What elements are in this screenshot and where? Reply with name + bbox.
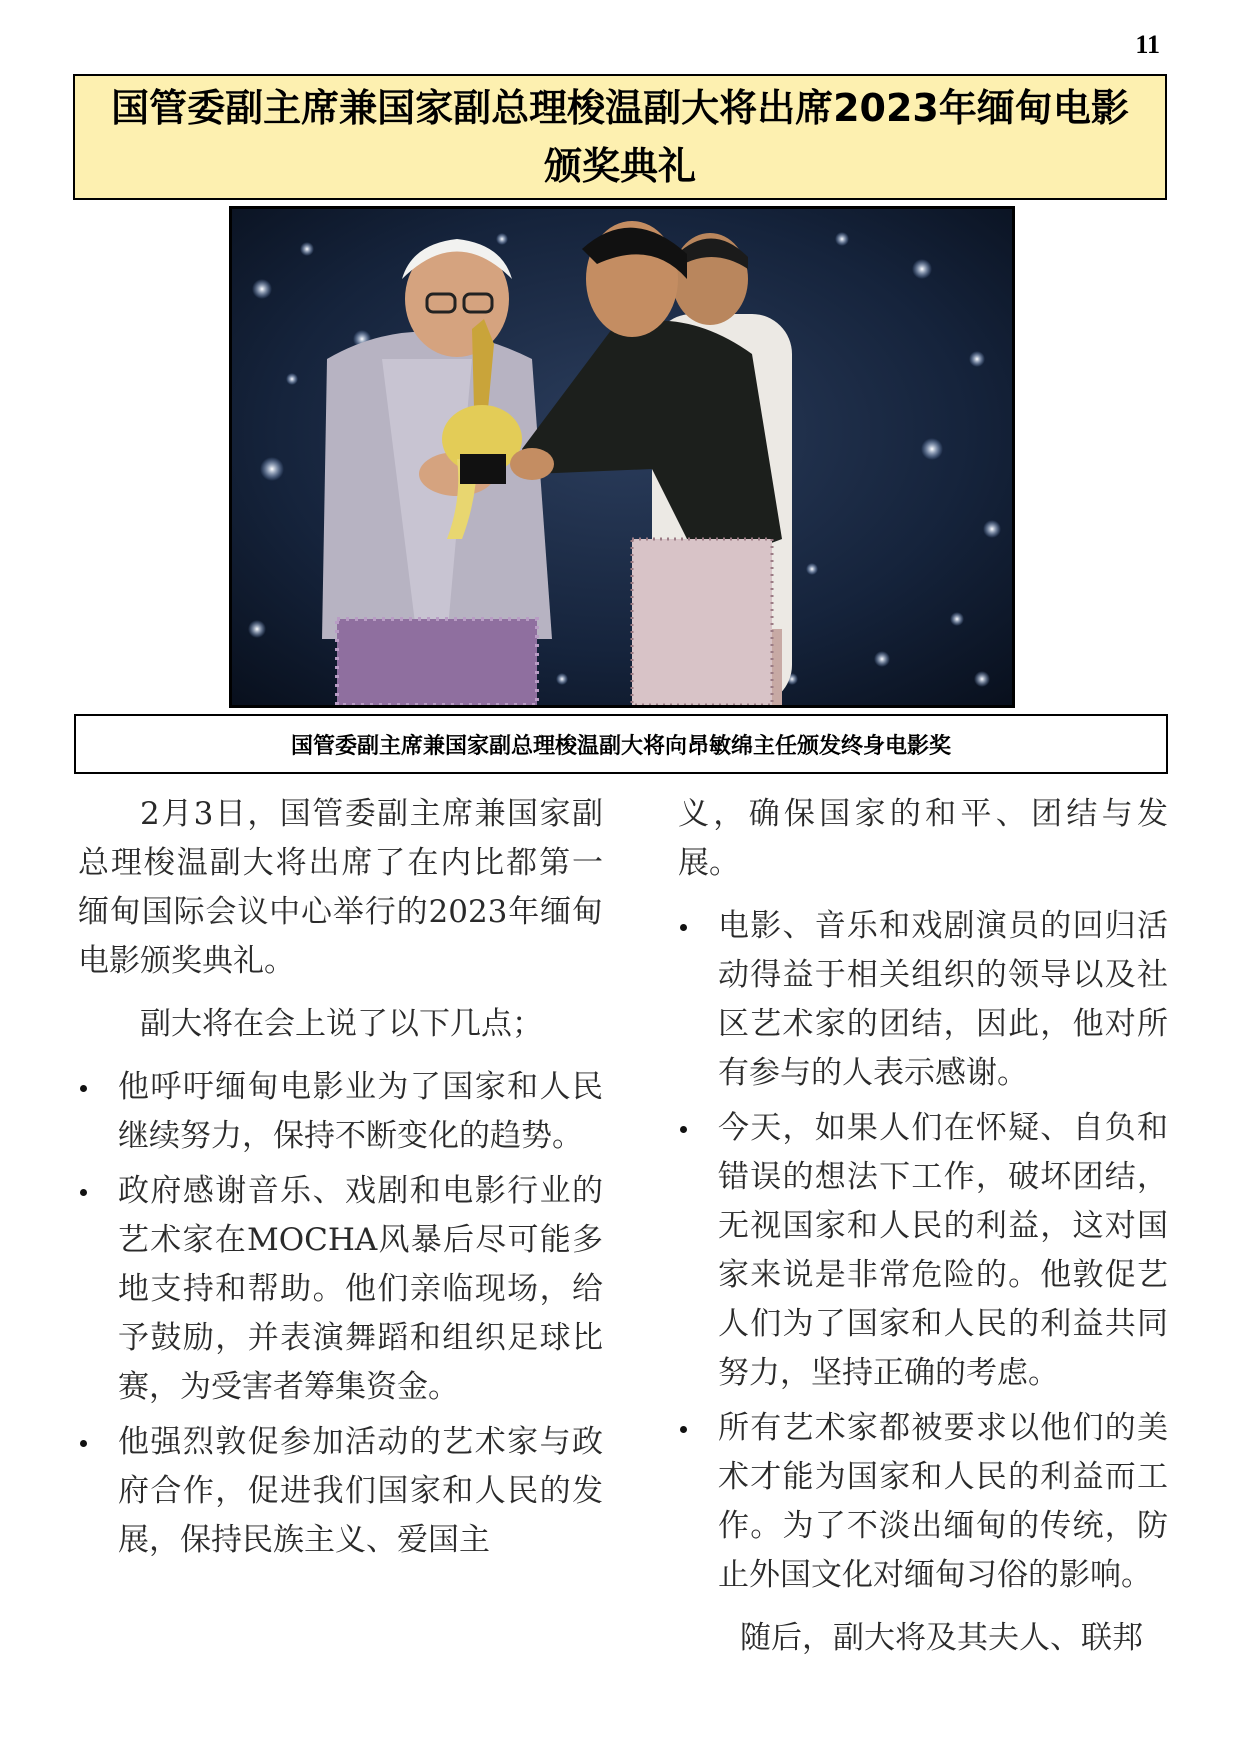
award-ceremony-photo	[232, 209, 1012, 705]
article-left-column	[78, 790, 603, 1579]
news-photo	[229, 206, 1015, 708]
page-number: 11	[1135, 30, 1160, 59]
bullet-text: 今天，如果人们在怀疑、自负和错误的想法下工作，破坏团结，无视国家和人民的利益，这对国家来说是非常危险的。他敦促艺人们为了国家和人民的利益共同努力，坚持正确的考虑。	[718, 1110, 1168, 1391]
bullet-item	[678, 1404, 1168, 1600]
bullet-item	[678, 902, 1168, 1098]
bullet-icon	[80, 1440, 87, 1447]
headline: 国管委副主席兼国家副总理梭温副大将出席2023年缅甸电影颁奖典礼	[111, 86, 1129, 188]
closing-paragraph: 随后，副大将及其夫人、联邦	[740, 1620, 1143, 1656]
left-bullet-list	[78, 1063, 603, 1565]
bullet-icon	[80, 1085, 87, 1092]
right-bullet-list	[678, 902, 1168, 1600]
bullet-item	[78, 1418, 603, 1565]
bullet-item	[78, 1063, 603, 1161]
intro-paragraph: 2月3日，国管委副主席兼国家副总理梭温副大将出席了在内比都第一缅甸国际会议中心举行的2023年缅甸电影颁奖典礼。	[78, 796, 603, 979]
bullet-text: 电影、音乐和戏剧演员的回归活动得益于相关组织的领导以及社区艺术家的团结，因此，他对所有参与的人表示感谢。	[718, 908, 1168, 1091]
bullet-icon	[680, 1126, 687, 1133]
bullet-item	[678, 1104, 1168, 1398]
headline-banner	[73, 74, 1167, 200]
bullet-text: 所有艺术家都被要求以他们的美术才能为国家和人民的利益而工作。为了不淡出缅甸的传统，防止外国文化对缅甸习俗的影响。	[718, 1410, 1168, 1593]
bullet-item	[78, 1167, 603, 1412]
bullet-icon	[80, 1189, 87, 1196]
bullet-text: 他强烈敦促参加活动的艺术家与政府合作，促进我们国家和人民的发展，保持民族主义、爱国主	[118, 1424, 603, 1558]
lead-paragraph: 副大将在会上说了以下几点；	[140, 1006, 543, 1042]
continuation-text: 义，确保国家的和平、团结与发展。	[678, 796, 1168, 881]
article-right-column	[678, 790, 1168, 1677]
bullet-text: 政府感谢音乐、戏剧和电影行业的艺术家在MOCHA风暴后尽可能多地支持和帮助。他们亲临现场，给予鼓励，并表演舞蹈和组织足球比赛，为受害者筹集资金。	[118, 1173, 603, 1405]
bullet-text: 他呼吁缅甸电影业为了国家和人民继续努力，保持不断变化的趋势。	[118, 1069, 603, 1154]
photo-caption: 国管委副主席兼国家副总理梭温副大将向昂敏绵主任颁发终身电影奖	[290, 733, 951, 759]
photo-caption-box	[74, 714, 1168, 774]
bullet-icon	[680, 1426, 687, 1433]
bullet-icon	[680, 924, 687, 931]
